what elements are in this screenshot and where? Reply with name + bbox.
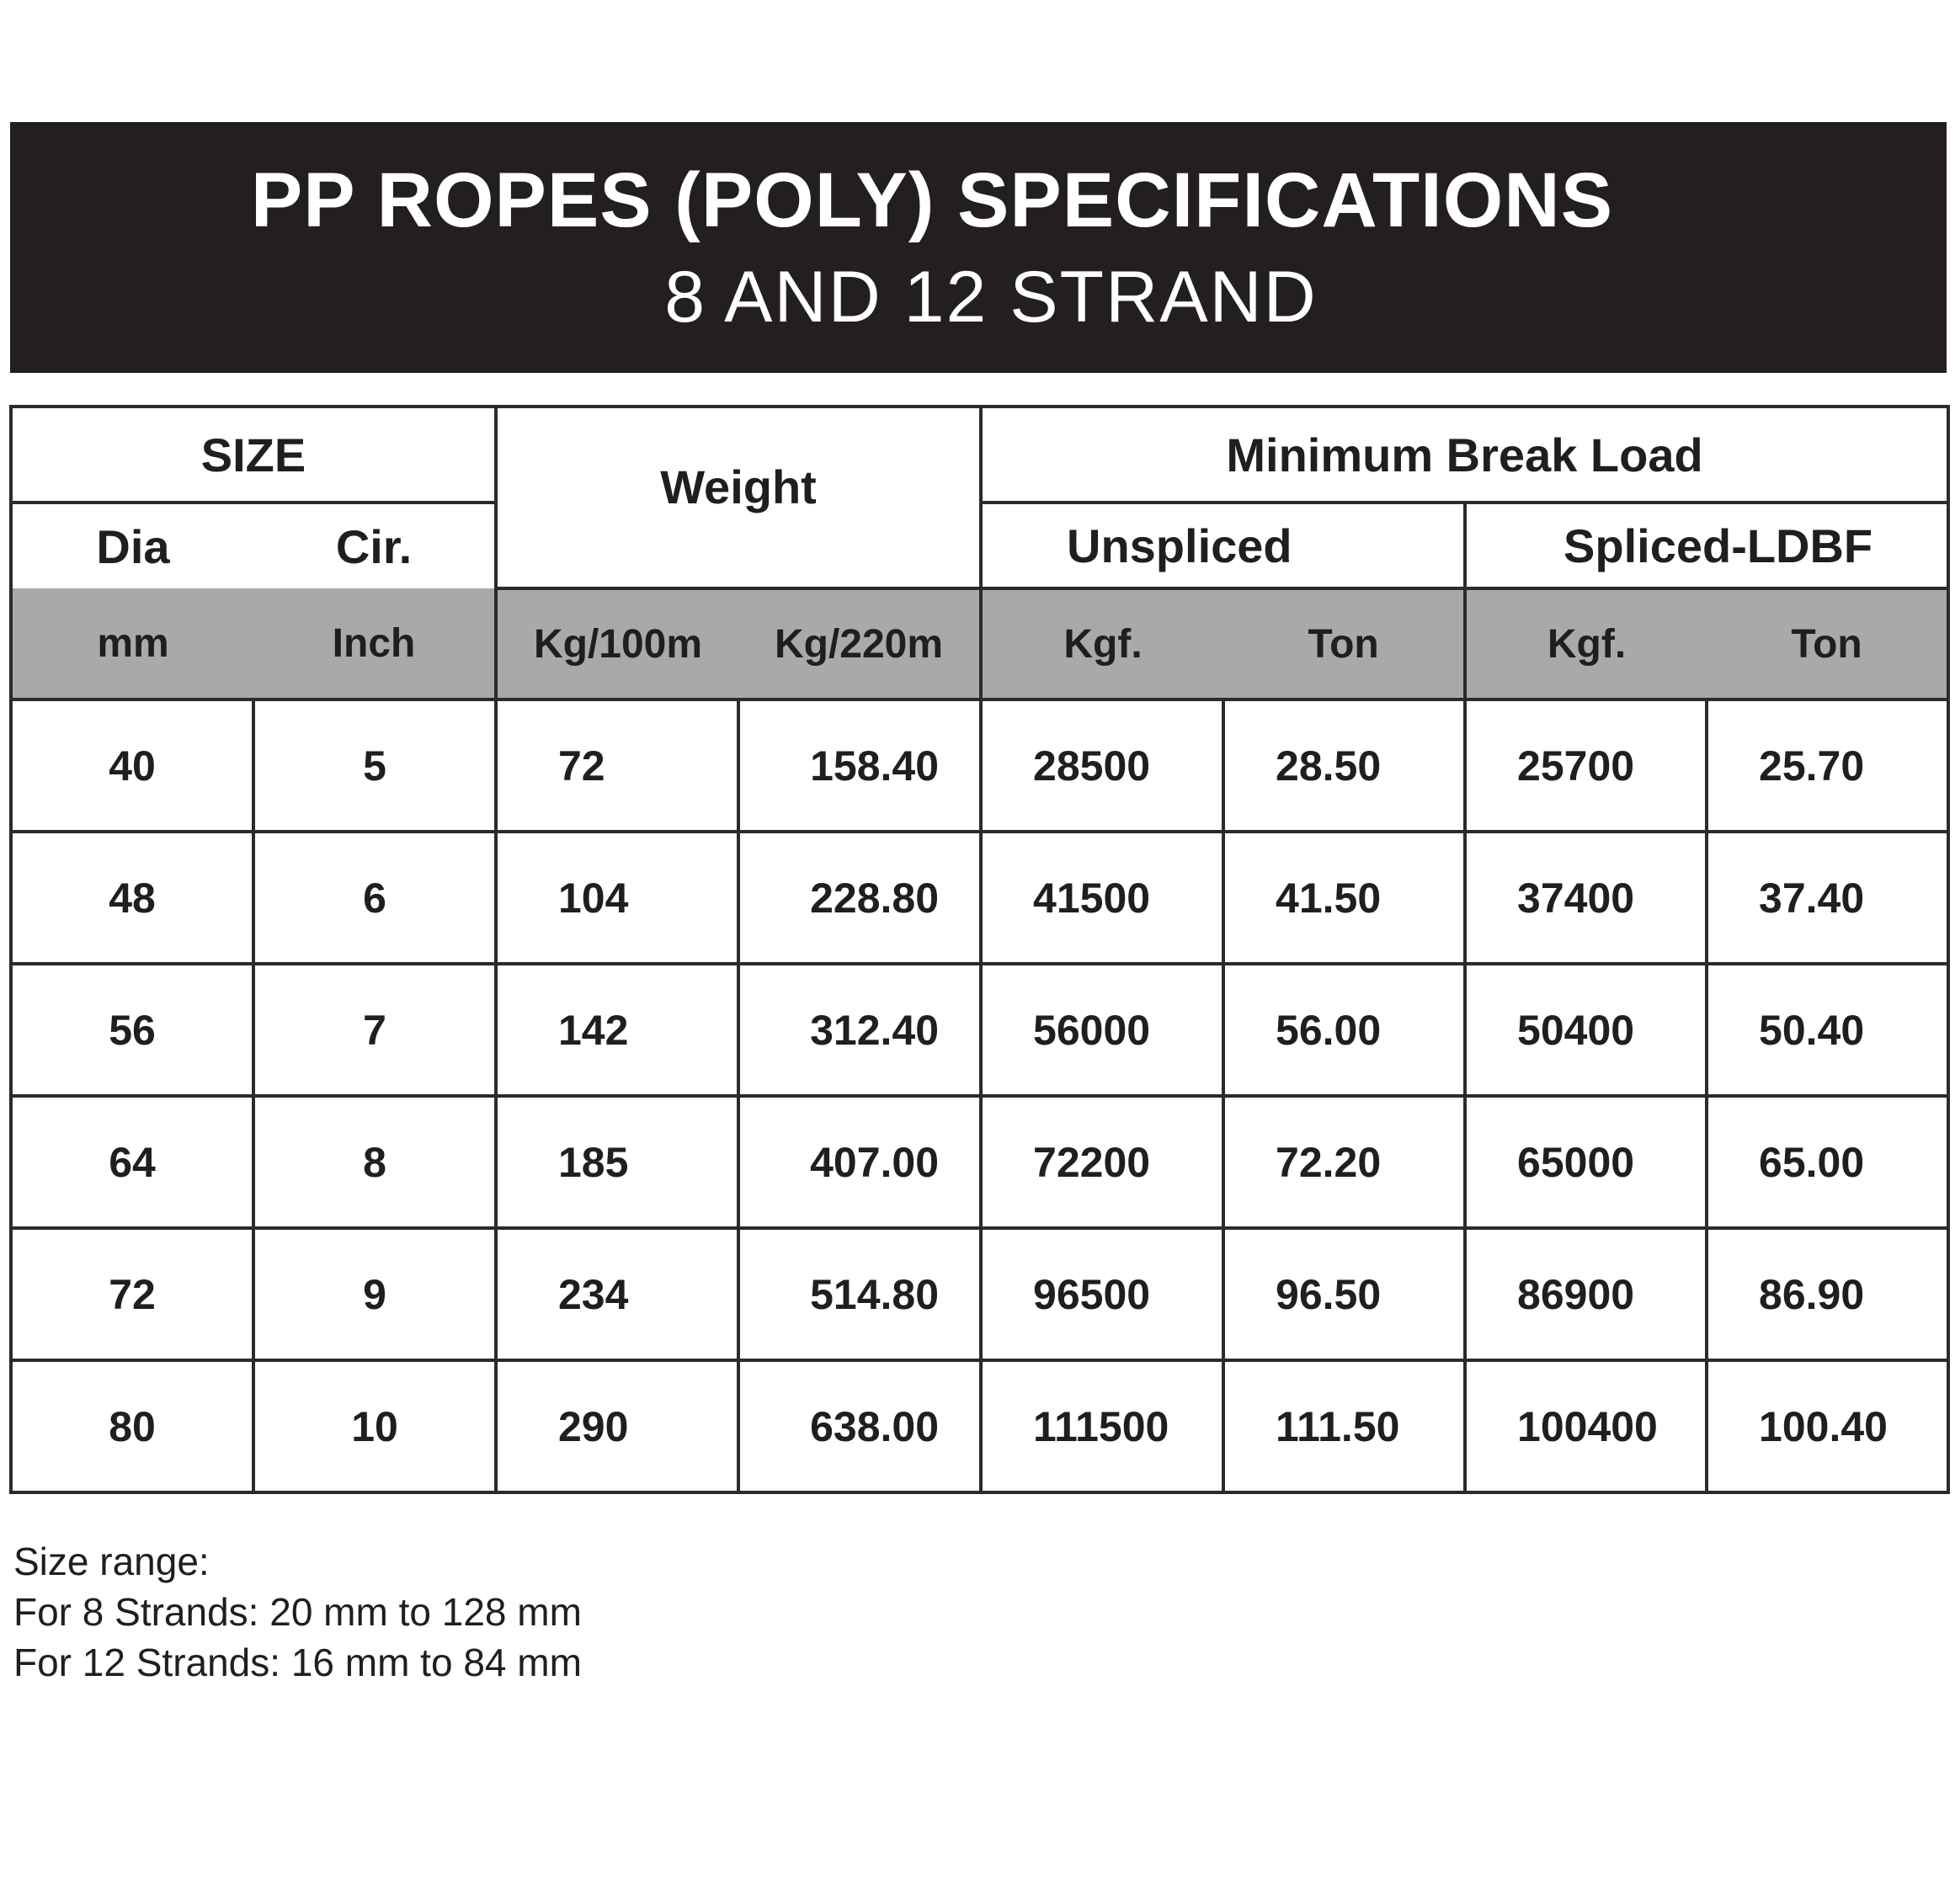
- header-dia: Dia: [11, 503, 253, 588]
- cell-unspliced-ton: 28.50: [1223, 699, 1465, 832]
- cell-cir: 10: [253, 1360, 496, 1492]
- cell-cir: 9: [253, 1228, 496, 1360]
- page-title: PP ROPES (POLY) SPECIFICATIONS: [250, 157, 1614, 243]
- cell-spliced-kgf: 50400: [1465, 964, 1707, 1096]
- header-row-units: [11, 588, 1948, 699]
- cell-cir: 7: [253, 964, 496, 1096]
- unit-spliced-ton: Ton: [1707, 588, 1948, 699]
- cell-unspliced-ton: 111.50: [1223, 1360, 1465, 1492]
- unit-unspliced-kgf: Kgf.: [981, 588, 1223, 699]
- cell-kg-100m: 142: [496, 964, 738, 1096]
- cell-spliced-ton: 50.40: [1707, 964, 1948, 1096]
- header-weight: Weight: [496, 407, 981, 588]
- unit-kg-100m: Kg/100m: [496, 588, 738, 699]
- cell-dia: 48: [11, 832, 253, 964]
- cell-unspliced-kgf: 111500: [981, 1360, 1223, 1492]
- header-unspliced: Unspliced: [981, 503, 1465, 588]
- cell-spliced-kgf: 37400: [1465, 832, 1707, 964]
- unit-unspliced-ton: Ton: [1223, 588, 1465, 699]
- cell-unspliced-kgf: 28500: [981, 699, 1223, 832]
- cell-dia: 64: [11, 1096, 253, 1228]
- page-subtitle: 8 AND 12 STRAND: [664, 257, 1318, 338]
- cell-dia: 72: [11, 1228, 253, 1360]
- header-min-break-load: Minimum Break Load: [981, 407, 1948, 503]
- unit-spliced-kgf: Kgf.: [1465, 588, 1707, 699]
- cell-kg-100m: 72: [496, 699, 738, 832]
- cell-kg-100m: 185: [496, 1096, 738, 1228]
- cell-unspliced-kgf: 96500: [981, 1228, 1223, 1360]
- table-row: [11, 1096, 1948, 1228]
- header-cir: Cir.: [253, 503, 496, 588]
- cell-dia: 40: [11, 699, 253, 832]
- header-row-group: [11, 407, 1948, 503]
- cell-kg-220m: 638.00: [738, 1360, 981, 1492]
- table-row: [11, 1228, 1948, 1360]
- cell-spliced-kgf: 100400: [1465, 1360, 1707, 1492]
- cell-kg-220m: 407.00: [738, 1096, 981, 1228]
- cell-dia: 56: [11, 964, 253, 1096]
- header-size: SIZE: [11, 407, 496, 503]
- unit-mm: mm: [11, 588, 253, 699]
- cell-spliced-ton: 65.00: [1707, 1096, 1948, 1228]
- cell-spliced-kgf: 25700: [1465, 699, 1707, 832]
- size-range-heading: Size range:: [13, 1540, 210, 1583]
- header-spliced: Spliced-LDBF: [1465, 503, 1948, 588]
- unit-inch: Inch: [253, 588, 496, 699]
- cell-kg-100m: 104: [496, 832, 738, 964]
- title-banner: [10, 122, 1947, 373]
- cell-unspliced-kgf: 72200: [981, 1096, 1223, 1228]
- cell-cir: 5: [253, 699, 496, 832]
- cell-kg-220m: 312.40: [738, 964, 981, 1096]
- cell-unspliced-ton: 72.20: [1223, 1096, 1465, 1228]
- size-range-12-strand: For 12 Strands: 16 mm to 84 mm: [13, 1641, 582, 1684]
- cell-spliced-ton: 25.70: [1707, 699, 1948, 832]
- cell-spliced-kgf: 65000: [1465, 1096, 1707, 1228]
- cell-kg-220m: 514.80: [738, 1228, 981, 1360]
- table-row: [11, 699, 1948, 832]
- size-range-8-strand: For 8 Strands: 20 mm to 128 mm: [13, 1590, 582, 1634]
- table-row: [11, 964, 1948, 1096]
- size-range-note: [13, 1536, 582, 1688]
- cell-unspliced-kgf: 41500: [981, 832, 1223, 964]
- cell-cir: 8: [253, 1096, 496, 1228]
- table-row: [11, 1360, 1948, 1492]
- cell-kg-100m: 290: [496, 1360, 738, 1492]
- cell-cir: 6: [253, 832, 496, 964]
- cell-unspliced-ton: 41.50: [1223, 832, 1465, 964]
- cell-spliced-ton: 100.40: [1707, 1360, 1948, 1492]
- cell-spliced-ton: 37.40: [1707, 832, 1948, 964]
- cell-unspliced-ton: 96.50: [1223, 1228, 1465, 1360]
- cell-unspliced-kgf: 56000: [981, 964, 1223, 1096]
- unit-kg-220m: Kg/220m: [738, 588, 981, 699]
- cell-kg-220m: 158.40: [738, 699, 981, 832]
- spec-table: [9, 405, 1950, 1494]
- cell-unspliced-ton: 56.00: [1223, 964, 1465, 1096]
- cell-dia: 80: [11, 1360, 253, 1492]
- table-row: [11, 832, 1948, 964]
- cell-kg-220m: 228.80: [738, 832, 981, 964]
- cell-kg-100m: 234: [496, 1228, 738, 1360]
- cell-spliced-kgf: 86900: [1465, 1228, 1707, 1360]
- cell-spliced-ton: 86.90: [1707, 1228, 1948, 1360]
